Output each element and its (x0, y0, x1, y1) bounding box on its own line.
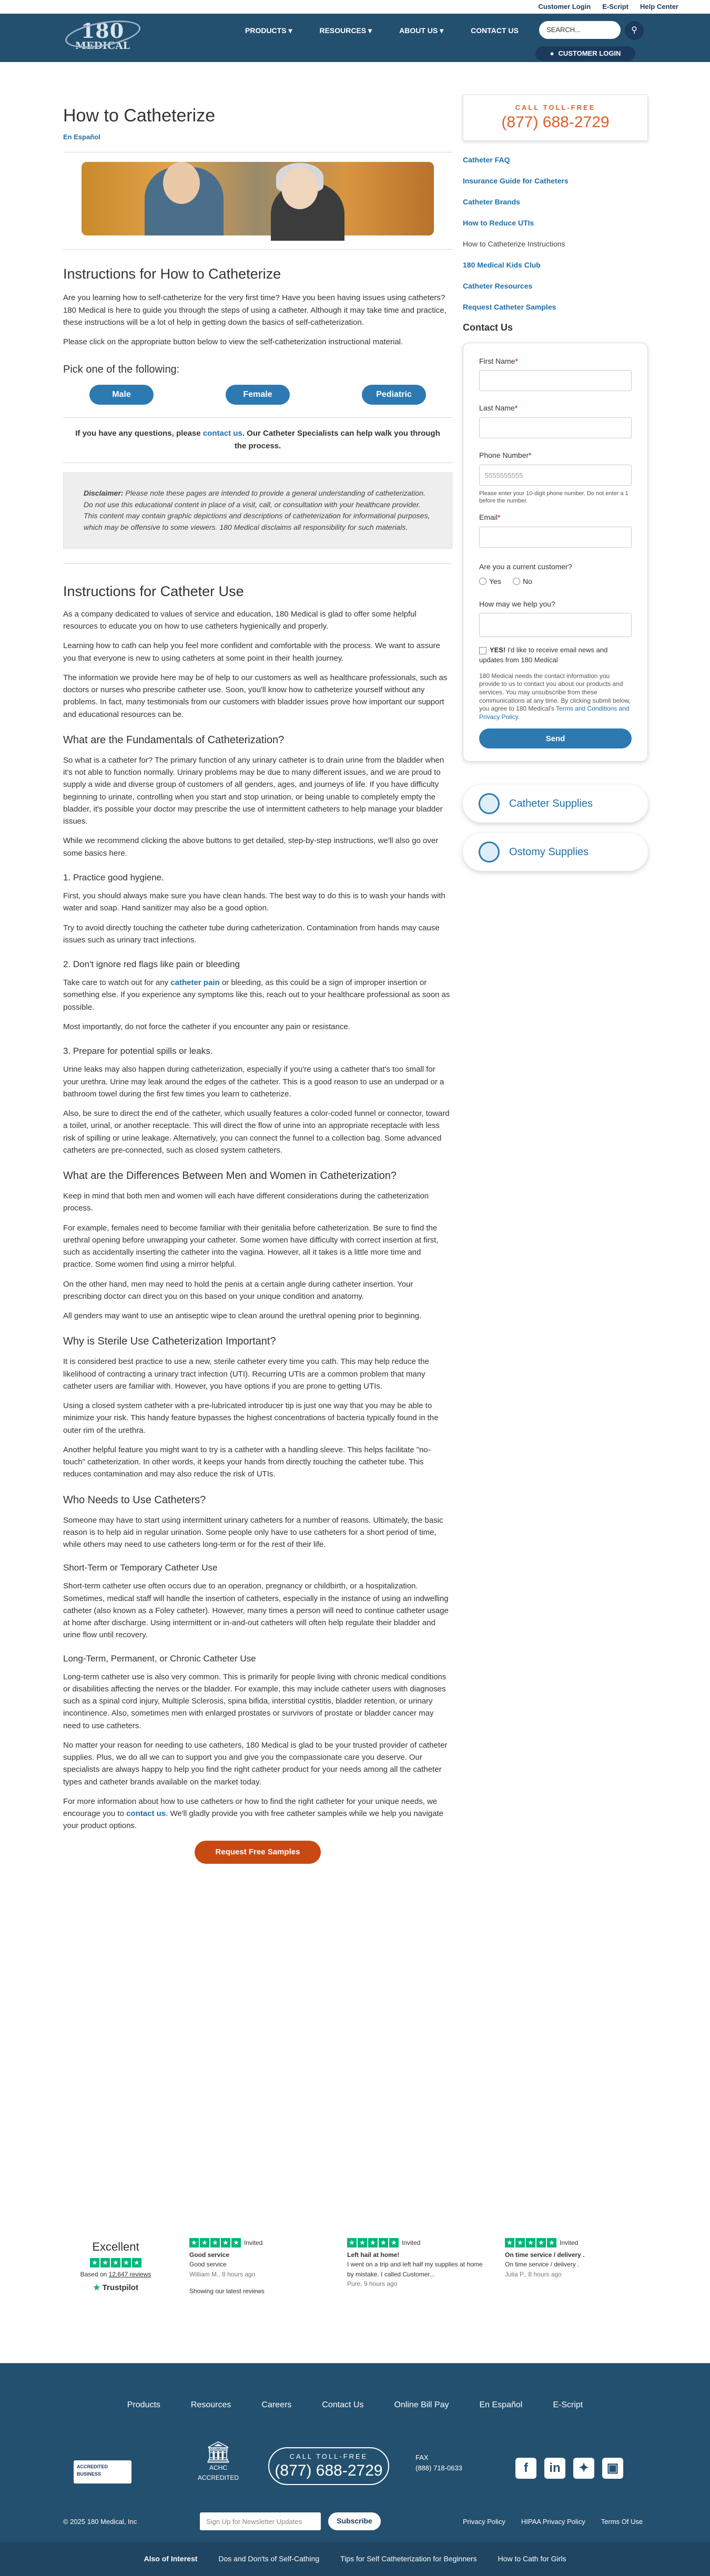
search-icon: ⚲ (631, 25, 637, 35)
star-icon: ★ (132, 2258, 141, 2267)
linkedin-icon[interactable]: in (544, 2458, 565, 2479)
divider (63, 249, 452, 250)
page-title: How to Catheterize (63, 106, 216, 126)
optin-checkbox[interactable] (479, 647, 486, 654)
help-label: How may we help you? (479, 599, 555, 608)
footer-links (0, 2399, 710, 2412)
long-heading: Long-Term, Permanent, or Chronic Catheter Use (63, 1653, 256, 1664)
user-icon: ● (550, 49, 554, 57)
questions-text: If you have any questions, please contact us. Our Catheter Specialists can help walk you through the process. (75, 429, 440, 450)
trustpilot-widget (63, 2238, 647, 2296)
policy-links: Privacy Policy HIPAA Privacy Policy Terms Of Use (463, 2518, 643, 2526)
footer-link-spanish[interactable]: En Español (479, 2400, 523, 2409)
sidebar (463, 62, 648, 871)
current-customer-label: Are you a current customer? (479, 562, 572, 571)
long-p2: No matter your reason for needing to use catheters, 180 Medical is glad to be your trusted provider of catheter supplies. Plus, we do all we can to support you and give you the compassionate care you deserve. Our specialists are always happy to help you find the right catheter product for your needs among all the catheter types and catheter brands available on the market today. (63, 1740, 448, 1787)
trustpilot-star-icon: ★ (93, 2283, 100, 2292)
review-card[interactable]: ★ ★ ★ ★ ★ Invited Left hail at home! I went on a trip and left half my supplies at home by mistake. I called Customer... Pure, 9 hours ago (347, 2239, 483, 2288)
short-heading: Short-Term or Temporary Catheter Use (63, 1563, 218, 1573)
customer-login-link[interactable]: Customer Login (538, 2, 591, 11)
use-p2: Learning how to cath can help you feel more confident and comfortable with the process. We want to assure you that everyone is new to using catheters at some point in their health journey. (63, 641, 440, 663)
sidebar-link-how-to[interactable]: How to Catheterize Instructions (463, 240, 565, 249)
yes-radio[interactable]: Yes (479, 576, 501, 588)
legal-text: 180 Medical needs the contact information you provide to us to contact you about our products and services. You may unsubscribe from these communications at any time. By clicking submit below, you agree to 180 Medical's Terms and Conditions and Privacy Policy. (479, 672, 631, 721)
use-p3: The information we provide here may be of help to our customers as well as healthcare professionals, such as doctors or nurses who prescribe catheter use. Soon, you'll know how to catheterize yourself without any problems. In fact, many testimonials from our customers with bladder issues prove how important our support and educational resources can be. (63, 673, 448, 719)
sidebar-link-resources[interactable]: Catheter Resources (463, 282, 533, 291)
last-name-input[interactable] (479, 417, 632, 438)
contact-form (463, 343, 648, 762)
star-icon: ★ (100, 2258, 110, 2267)
sidebar-links (463, 149, 648, 317)
trustpilot-logo[interactable]: ★ Trustpilot (93, 2283, 138, 2292)
request-samples-button[interactable]: Request Free Samples (195, 1841, 321, 1864)
divider (63, 417, 452, 418)
based-on: Based on 12,647 reviews (80, 2271, 151, 2279)
sterile-p2: Using a closed system catheter with a pre-lubricated introducer tip is just one way that you may be able to minimize your risk. This handy feature bypasses the highest concentrations of bacteria typically found in the outer rim of the urethra. (63, 1401, 439, 1435)
no-radio[interactable]: No (513, 576, 532, 588)
facebook-icon[interactable]: f (515, 2458, 536, 2479)
main-content (63, 62, 452, 1864)
sterile-p1: It is considered best practice to use a new, sterile catheter every time you cath. This may help reduce the likelihood of contracting a urinary tract infection (UTI). Recurring UTIs are a common problem that many catheter users are familiar with. However, you have options if you are prone to getting UTIs. (63, 1357, 429, 1391)
step3-p2: Also, be sure to direct the end of the catheter, which usually features a color-coded funnel or connector, toward a toilet, urinal, or another receptacle. This will direct the flow of urine into an appropriate receptacle with less risk of spilling or urine leakage. Alternatively, you can connect the funnel to a collection bag. Some advanced catheters are pre-connected, such as closed system catheters. (63, 1109, 450, 1155)
intro-heading: Instructions for How to Catheterize (63, 265, 281, 282)
also-of-interest: Also of Interest Dos and Don'ts of Self-Cathing Tips for Self Catheterization for Beginners How to Cath for Girls (0, 2542, 710, 2576)
long-p3: For more information about how to use catheters or how to find the right catheter for your unique needs, we encourage you to contact us. We'll gladly provide you with free catheter samples while we help you navigate your product options. (63, 1797, 443, 1831)
catheter-supplies-card[interactable]: Catheter Supplies (463, 785, 648, 823)
contact-us-link[interactable]: contact us (126, 1809, 166, 1819)
call-number: (877) 688-2729 (501, 114, 610, 131)
sidebar-link-kids[interactable]: 180 Medical Kids Club (463, 261, 541, 270)
achc-badge[interactable]: 🏛 ACHC ACCREDITED (195, 2442, 242, 2482)
spanish-link[interactable]: En Español (63, 132, 100, 141)
step2-p2: Most importantly, do not force the catheter if you encounter any pain or resistance. (63, 1022, 350, 1031)
fund-p2: While we recommend clicking the above buttons to get detailed, step-by-step instructions, we'll also go over some basics here. (63, 836, 439, 858)
main-nav (0, 14, 710, 62)
top-utility-bar (0, 0, 710, 14)
optin-row: YES! I'd like to receive email news and updates from 180 Medical (479, 646, 608, 664)
catheter-icon (479, 793, 500, 814)
phone-input[interactable]: 5555555555 (479, 465, 632, 486)
sterile-heading: Why is Sterile Use Catheterization Important? (63, 1336, 276, 1348)
diff-p4: All genders may want to use an antiseptic wipe to clean around the urethral opening prior to beginning. (63, 1311, 422, 1320)
step2-p1: Take care to watch out for any catheter pain or bleeding, as this could be a sign of improper insertion or something else. If you experience any symptoms like this, reach out to your healthcare professional as soon as possible. (63, 978, 450, 1012)
footer-link-escript[interactable]: E-Script (553, 2400, 583, 2409)
sidebar-link-insurance[interactable]: Insurance Guide for Catheters (463, 177, 569, 186)
fax: FAX (888) 718-0633 (415, 2454, 462, 2472)
phone-label: Phone Number* (479, 450, 532, 459)
customer-login-label: CUSTOMER LOGIN (558, 49, 621, 57)
fund-heading: What are the Fundamentals of Catheterization? (63, 734, 285, 746)
star-icon: ★ (90, 2258, 99, 2267)
achc-icon: 🏛 (205, 2441, 232, 2464)
step3-heading: 3. Prepare for potential spills or leaks. (63, 1046, 213, 1056)
nav-links (231, 25, 532, 37)
twitter-icon[interactable]: ✦ (573, 2458, 594, 2479)
footer-link-resources[interactable]: Resources (190, 2400, 231, 2409)
review-card[interactable]: ★ ★ ★ ★ ★ Invited Good service Good service William M., 8 hours ago Showing our latest reviews (189, 2238, 331, 2296)
use-heading: Instructions for Catheter Use (63, 583, 244, 599)
copyright: © 2025 180 Medical, Inc (63, 2518, 137, 2526)
help-center-link[interactable]: Help Center (640, 2, 678, 11)
escript-link[interactable]: E-Script (602, 2, 629, 11)
footer (0, 2363, 710, 2576)
footer-call-box[interactable]: CALL TOLL-FREE (877) 688-2729 (268, 2447, 389, 2485)
male-button[interactable]: Male (89, 385, 154, 405)
star-icon: ★ (121, 2258, 131, 2267)
footer-link-careers[interactable]: Careers (261, 2400, 292, 2409)
last-name-label: Last Name* (479, 404, 518, 413)
summary-stars (63, 2258, 168, 2267)
showing-text: Showing our latest reviews (189, 2287, 265, 2295)
rating-word: Excellent (92, 2240, 139, 2253)
female-button[interactable]: Female (226, 385, 290, 405)
call-label: CALL TOLL-FREE (515, 104, 596, 111)
long-p1: Long-term catheter use is also very common. This is primarily for people living with chronic medical conditions or disabilities affecting the nerves or the bladder. For example, this may include catheter users with diagnoses such as a spinal cord injury, Multiple Sclerosis, spina bifida, interstitial cystitis, bladder retention, or urinary incontinence. Also, sometimes men with enlarged prostates or survivors of prostate or bladder cancer may need to use catheters. (63, 1672, 447, 1730)
diff-heading: What are the Differences Between Men and Women in Catheterization? (63, 1170, 397, 1182)
intro-p1: Are you learning how to self-catheterize for the very first time? Have you been having issues using catheters? 180 Medical is here to guide you through the steps of using a catheter. Although it may take time and practice, these instructions will be a lot of help in getting down the basics of self-catheterization. (63, 293, 447, 327)
sidebar-link-brands[interactable]: Catheter Brands (463, 198, 520, 207)
subscribe-button[interactable]: Subscribe (328, 2512, 381, 2530)
sidebar-link-samples[interactable]: Request Catheter Samples (463, 303, 556, 312)
disclaimer-text: Please note these pages are intended to provide a general understanding of catheterization. Do not use this educational content in place of a visit, call, or consultation with your healthcare provider. This content may contain graphic depictions and descriptions of catheterization for informational purposes, which may be offensive to some viewers. 180 Medical disclaims all responsibility for such materials. (84, 488, 430, 531)
footer-link-bill-pay[interactable]: Online Bill Pay (394, 2400, 449, 2409)
use-p1: As a company dedicated to values of service and education, 180 Medical is glad to offer some helpful resources to educate you on how to use catheters hygienically and properly. (63, 609, 417, 631)
footer-link-contact[interactable]: Contact Us (322, 2400, 364, 2409)
newsletter-input[interactable]: Sign Up for Newsletter Updates (200, 2512, 321, 2530)
trustpilot-summary (63, 2238, 168, 2296)
who-heading: Who Needs to Use Catheters? (63, 1494, 206, 1506)
search-input[interactable]: SEARCH... (539, 21, 621, 39)
instruction-buttons (63, 385, 452, 405)
email-input[interactable] (479, 527, 632, 548)
step3-p1: Urine leaks may also happen during catheterization, especially if you're using a catheter that's too small for your urethra. Urine may leak around the edges of the catheter. This is a good reason to use an underpad or a bathroom towel during the first few times you learn to catheterize. (63, 1065, 444, 1099)
pediatric-button[interactable]: Pediatric (362, 385, 426, 405)
step1-heading: 1. Practice good hygiene. (63, 872, 164, 882)
logo[interactable] (60, 15, 145, 57)
hero-image (82, 162, 434, 235)
first-name-input[interactable] (479, 370, 632, 391)
pick-heading: Pick one of the following: (63, 364, 180, 376)
disclaimer-label: Disclaimer: (84, 488, 124, 497)
nav-about[interactable]: ABOUT US ▾ (399, 26, 444, 35)
diff-p2: For example, females need to become familiar with their genitalia before catheterization. Be sure to find the urethral opening before unwrapping your catheter. Some women have difficulty with correct insertion at first, such as accidentally inserting the catheter into the vagina. However, all it takes is a little more time and practice. Some women find using a mirror helpful. (63, 1223, 439, 1269)
footer-link-products[interactable]: Products (127, 2400, 160, 2409)
review-card[interactable]: ★ ★ ★ ★ ★ Invited On time service / delivery . On time service / delivery . Julia P., 8 hours ago (505, 2239, 585, 2278)
divider (63, 563, 452, 564)
logo-number: 180 (80, 18, 125, 43)
call-box[interactable] (463, 95, 648, 141)
instagram-icon[interactable]: ▣ (602, 2458, 623, 2479)
bbb-badge[interactable]: ACCREDITED BUSINESS (74, 2460, 131, 2483)
disclaimer-box (63, 473, 452, 549)
customer-login-button[interactable] (535, 46, 635, 61)
sidebar-link-faq[interactable]: Catheter FAQ (463, 156, 510, 165)
email-label: Email* (479, 513, 501, 522)
phone-hint: Please enter your 10-digit phone number. Do not enter a 1 before the number. (479, 490, 628, 504)
ostomy-supplies-card[interactable]: Ostomy Supplies (463, 833, 648, 871)
help-textarea[interactable] (479, 613, 632, 637)
catheter-pain-link[interactable]: catheter pain (170, 978, 220, 988)
sterile-p3: Another helpful feature you might want to try is a catheter with a handling sleeve. This helps facilitate "no-touch" catheterization. In other words, it keeps your hands from directly touching the catheter tube. This reduces contamination and may also reduce the risk of UTIs. (63, 1445, 431, 1479)
step1-p1: First, you should always make sure you have clean hands. The best way to do this is to wash your hands with water and soap. Hand sanitizer may also be a good option. (63, 891, 445, 913)
nav-products[interactable]: PRODUCTS ▾ (245, 26, 292, 35)
diff-p1: Keep in mind that both men and women will each have different considerations during the catheterization process. (63, 1192, 429, 1213)
short-p1: Short-term catheter use often occurs due to an operation, pregnancy or childbirth, or a hospitalization. Sometimes, medical staff will handle the insertion of catheters, especially in the instance of using an indwelling catheter (also known as a Foley catheter). However, many times a person will need to continue catheter usage at home after discharge. Using intermittent or in-and-out catheters will often help regulate their bladder and urine flow until recovery. (63, 1582, 449, 1640)
terms-link[interactable]: Terms and Conditions and Privacy Policy (479, 705, 630, 721)
diff-p3: On the other hand, men may need to hold the penis at a certain angle during catheter insertion. Your prescribing doctor can direct you on this based on your unique condition and anatomy. (63, 1279, 413, 1301)
send-button[interactable]: Send (479, 728, 632, 748)
fund-p1: So what is a catheter for? The primary function of any urinary catheter is to drain urine from the bladder when it's not able to function normally. Urinary problems may be due to many different issues, and we are proud to supply a wide and diverse group of customers of all genders, ages, and journeys of life. If you have difficulty beginning to urinate, controlling when you start and stop urination, or being unable to completely empty the bladder, it's possible your doctor may prescribe the use of intermittent catheters to help manage your bladder issues. (63, 755, 444, 826)
ostomy-icon (479, 841, 500, 863)
sidebar-link-utis[interactable]: How to Reduce UTIs (463, 219, 534, 228)
intro-p2: Please click on the appropriate button below to view the self-catheterization instructional material. (63, 337, 403, 347)
step1-p2: Try to avoid directly touching the catheter tube during catheterization. Contamination from hands may cause issues such as urinary tract infections. (63, 923, 440, 945)
contact-heading: Contact Us (463, 322, 513, 333)
star-icon: ★ (111, 2258, 120, 2267)
search-button[interactable] (625, 21, 644, 40)
nav-resources[interactable]: RESOURCES ▾ (319, 26, 372, 35)
nav-contact[interactable]: CONTACT US (471, 26, 519, 35)
contact-link[interactable]: contact us (202, 429, 242, 438)
first-name-label: First Name* (479, 356, 518, 365)
who-p1: Someone may have to start using intermittent urinary catheters for a number of reasons. Ultimately, the basic reason is to help aid in regular urination. Some people only have to use catheters for a short period of time, while others may need to use catheters long-term or for the rest of their life. (63, 1515, 443, 1549)
step2-heading: 2. Don't ignore red flags like pain or bleeding (63, 959, 240, 970)
logo-word: MEDICAL (75, 39, 130, 52)
